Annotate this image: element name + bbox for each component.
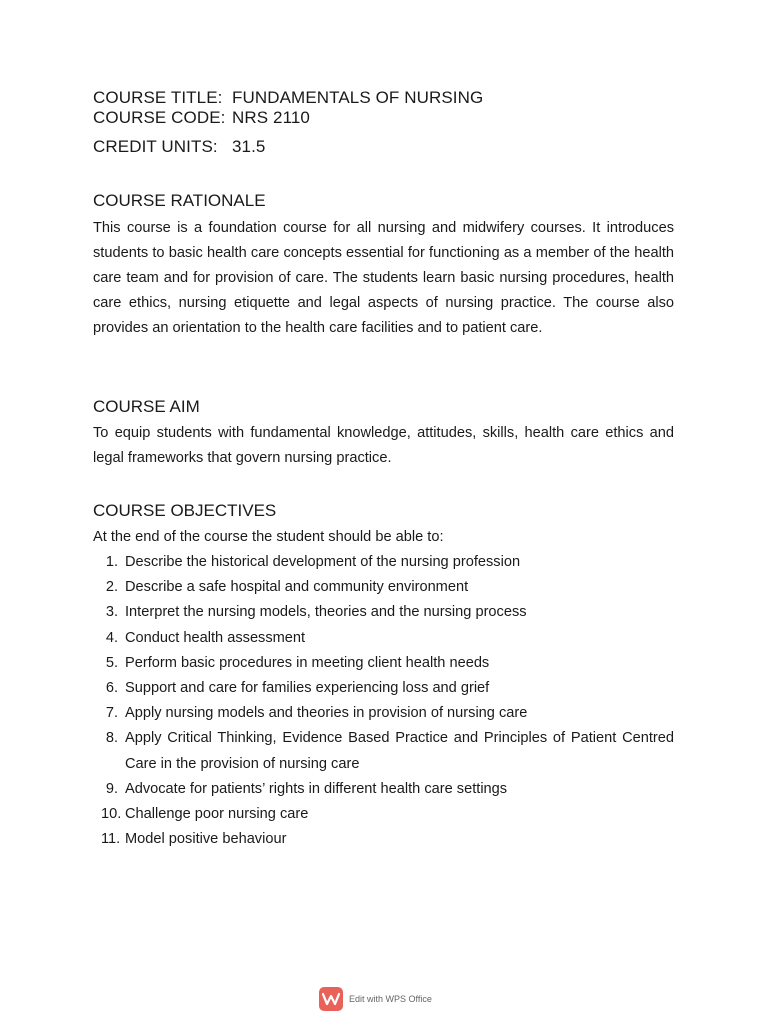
list-item-text: Conduct health assessment: [125, 629, 306, 646]
wps-footer-text: Edit with WPS Office: [349, 994, 432, 1004]
list-item-text: Perform basic procedures in meeting client health needs: [125, 654, 490, 671]
list-item-number: 11.: [101, 831, 121, 848]
wps-logo-mark: [322, 992, 340, 1006]
list-item-number: 2.: [105, 579, 118, 596]
credit-units-value: 31.5: [232, 137, 266, 156]
list-item-number: 4.: [105, 629, 118, 646]
list-item-text: Advocate for patients’ rights in different health care settings: [125, 780, 508, 797]
list-item: [93, 651, 674, 676]
list-item-text: Describe a safe hospital and community environment: [125, 579, 469, 596]
list-item-number: 10.: [101, 806, 122, 823]
list-item-number: 1.: [105, 554, 118, 570]
list-item-text: Support and care for families experiencing loss and grief: [125, 680, 490, 697]
list-item-text: Interpret the nursing models, theories and the nursing process: [125, 604, 527, 621]
list-item-text: Model positive behaviour: [125, 831, 287, 848]
rationale-text: This course is a foundation course for all nursing and midwifery courses. It introduces students to basic health care concepts essential for functioning as a member of the health care team and for provision of care. The students learn basic nursing procedures, health care ethics, nursing etiquette and legal aspects of nursing practice. The course also provides an orientation to the health care facilities and to patient care.: [93, 220, 674, 336]
credit-units-row: [93, 137, 266, 157]
rationale-heading: COURSE RATIONALE: [93, 191, 266, 210]
list-item-number: 5.: [105, 654, 118, 671]
list-item-number: 9.: [105, 780, 118, 797]
list-item: [93, 600, 674, 625]
credit-units-label: CREDIT UNITS:: [93, 137, 218, 156]
list-item: [93, 802, 674, 827]
course-code-row: [93, 108, 310, 128]
list-item-number: 8.: [105, 730, 118, 747]
list-item: [93, 777, 674, 802]
course-code-label: COURSE CODE:: [93, 108, 226, 127]
course-title-label: COURSE TITLE:: [93, 88, 223, 107]
wps-logo-icon: [319, 987, 343, 1011]
list-item: [93, 827, 674, 852]
objectives-intro: At the end of the course the student should be able to:: [93, 529, 444, 545]
list-item-text: Challenge poor nursing care: [125, 806, 309, 823]
list-item: [93, 676, 674, 701]
aim-heading: COURSE AIM: [93, 397, 200, 416]
course-title-value: FUNDAMENTALS OF NURSING: [232, 88, 484, 107]
list-item: [93, 701, 674, 726]
list-item-number: 3.: [105, 604, 118, 621]
list-item: [93, 550, 674, 575]
list-item-text: Apply Critical Thinking, Evidence Based Practice and Principles of Patient Centred Care in the provision of nursing care: [125, 730, 674, 772]
list-item: [93, 626, 674, 651]
list-item-number: 6.: [105, 680, 118, 697]
objectives-list: [93, 550, 674, 852]
list-item: [93, 726, 674, 776]
wps-footer-link[interactable]: [319, 987, 432, 1011]
aim-text: To equip students with fundamental knowledge, attitudes, skills, health care ethics and legal frameworks that govern nursing practice.: [93, 425, 674, 466]
list-item-text: Describe the historical development of the nursing profession: [125, 554, 521, 570]
course-code-value: NRS 2110: [232, 108, 310, 127]
list-item-number: 7.: [105, 705, 118, 722]
objectives-heading: COURSE OBJECTIVES: [93, 501, 277, 520]
list-item-text: Apply nursing models and theories in provision of nursing care: [125, 705, 528, 722]
course-title-row: [93, 88, 483, 108]
list-item: [93, 575, 674, 600]
